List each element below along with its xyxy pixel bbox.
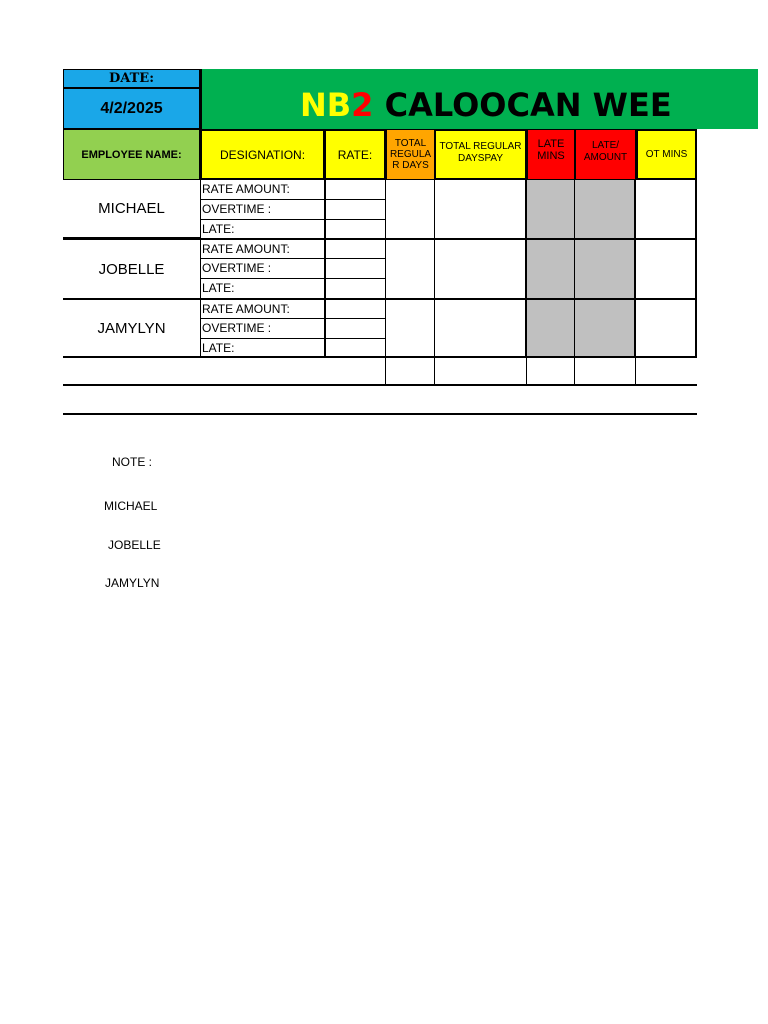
rate-input[interactable] — [324, 279, 386, 298]
note-label: NOTE : — [112, 455, 153, 469]
designation-row: LATE: — [200, 279, 325, 298]
total-regular-dayspay-cell[interactable] — [434, 300, 527, 357]
total-regular-dayspay-cell[interactable] — [434, 240, 527, 298]
employee-name: JAMYLYN — [97, 320, 166, 337]
note-name: JAMYLYN — [105, 576, 160, 590]
designation-row: RATE AMOUNT: — [200, 300, 325, 319]
designation-row: RATE AMOUNT: — [200, 180, 325, 200]
rate-input[interactable] — [324, 319, 386, 339]
title-rest: CALOOCAN WEE — [373, 86, 672, 124]
col-header-designation: DESIGNATION: — [200, 129, 325, 180]
col-header-rate: RATE: — [324, 129, 386, 180]
ot-mins-sum-cell[interactable] — [636, 358, 697, 385]
designation-row: LATE: — [200, 220, 325, 239]
note-name: JOBELLE — [108, 538, 161, 552]
designation-row: OVERTIME : — [200, 200, 325, 220]
late-mins-cell[interactable] — [527, 180, 575, 239]
col-header-ot-mins: OT MINS — [636, 129, 697, 180]
page-title — [300, 86, 672, 124]
title-2: 2 — [351, 86, 374, 124]
late-amount-cell[interactable] — [575, 240, 636, 298]
col-header-employee-name: EMPLOYEE NAME: — [63, 129, 200, 180]
employee-name: JOBELLE — [98, 260, 165, 278]
rate-input[interactable] — [324, 339, 386, 357]
late-mins-cell[interactable] — [527, 300, 575, 357]
total-days-sum-cell[interactable] — [385, 358, 435, 385]
rate-input[interactable] — [324, 220, 386, 239]
col-header-total-regular-days: TOTAL REGULA R DAYS — [386, 129, 435, 180]
employee-name-cell — [63, 240, 200, 298]
date-value-cell[interactable] — [63, 89, 200, 129]
late-amount-sum-cell[interactable] — [575, 358, 636, 385]
ot-mins-cell[interactable] — [636, 300, 697, 357]
totals-label-cell — [63, 358, 386, 385]
ot-mins-cell[interactable] — [636, 180, 697, 239]
designation-row: RATE AMOUNT: — [200, 240, 325, 259]
rate-input[interactable] — [324, 180, 386, 200]
employee-name: MICHAEL — [98, 200, 165, 217]
col-header-late-mins: LATE MINS — [527, 129, 575, 180]
late-amount-cell[interactable] — [575, 180, 636, 239]
designation-row: OVERTIME : — [200, 319, 325, 339]
designation-row: OVERTIME : — [200, 259, 325, 279]
empty-row[interactable] — [63, 386, 697, 414]
total-regular-days-cell[interactable] — [385, 240, 435, 298]
date-value: 4/2/2025 — [100, 99, 163, 117]
title-nb: NB — [300, 86, 352, 124]
designation-row: LATE: — [200, 339, 325, 357]
title-banner — [200, 69, 758, 129]
employee-name-cell — [63, 180, 200, 239]
ot-mins-cell[interactable] — [636, 240, 697, 298]
rate-input[interactable] — [324, 240, 386, 259]
total-regular-days-cell[interactable] — [385, 180, 435, 239]
rate-input[interactable] — [324, 200, 386, 220]
col-header-total-regular-dayspay: TOTAL REGULAR DAYSPAY — [434, 129, 527, 180]
rate-input[interactable] — [324, 300, 386, 319]
note-name: MICHAEL — [104, 499, 158, 513]
total-regular-days-cell[interactable] — [385, 300, 435, 357]
total-dayspay-sum-cell[interactable] — [434, 358, 527, 385]
date-label: DATE: — [108, 71, 155, 86]
late-mins-cell[interactable] — [527, 240, 575, 298]
rate-input[interactable] — [324, 259, 386, 279]
date-label-cell — [63, 69, 200, 89]
col-header-late-amount: LATE/ AMOUNT — [575, 129, 636, 180]
row-divider — [63, 413, 697, 415]
total-regular-dayspay-cell[interactable] — [434, 180, 527, 239]
late-mins-sum-cell[interactable] — [527, 358, 575, 385]
employee-name-cell — [63, 300, 200, 357]
late-amount-cell[interactable] — [575, 300, 636, 357]
